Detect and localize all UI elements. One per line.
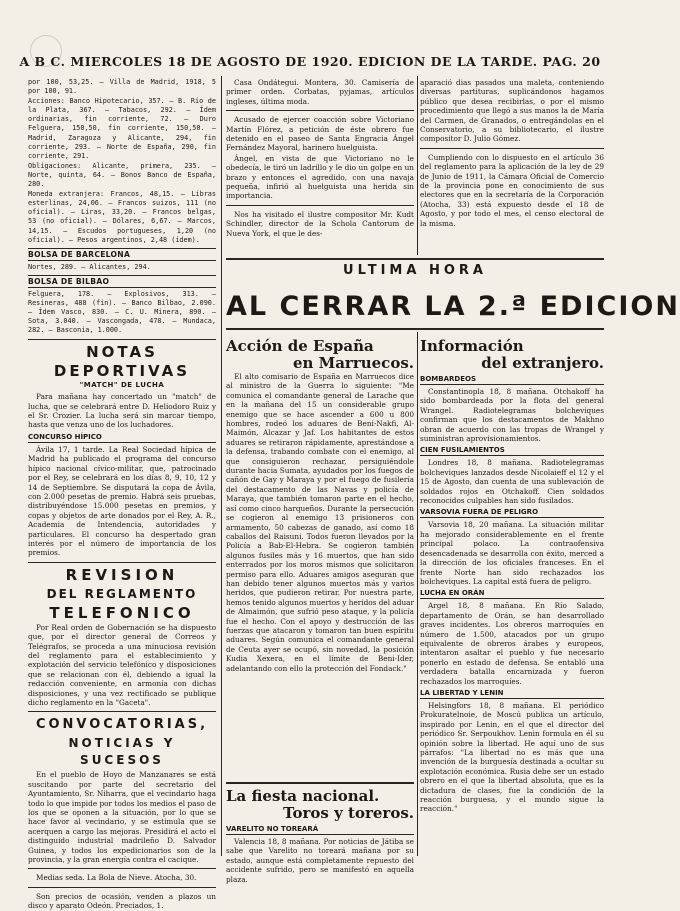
reglamento-title: DEL REGLAMENTO <box>46 586 198 601</box>
al-cerrar-title: AL CERRAR LA 2.ª EDICION <box>226 291 680 322</box>
band-rule <box>226 328 604 330</box>
column-rule <box>417 332 418 856</box>
camara-text: Cumpliendo con lo dispuesto en el artículo 36 del reglamento para la aplicación de la ley de 29 de Junio de 1911, la Cámara Oficial de Comercio de la provincia pone en conocimiento de sus electores que en la secretaría de la Corporación (Atocha, 33) está expuesto desde el 18 de Agosto, y por todo el mes, el censo electoral de la misma. <box>420 152 604 228</box>
fusilamientos-heading: CIEN FUSILAMIENTOS <box>420 446 604 456</box>
compositor-text: Nos ha visitado el ilustre compositor Mr. Kudt Schindler, director de la Schola Cantorum de Nueva York, el que le des- <box>226 209 414 238</box>
market-line: Nortes, 289. — Alicantes, 294. <box>28 262 151 271</box>
column-3-bottom <box>420 338 604 858</box>
divider <box>28 562 216 563</box>
noticias-title: NOTICIAS Y SUCESOS <box>68 736 176 768</box>
divider <box>420 148 604 149</box>
divider <box>226 205 414 206</box>
varelito-text: Valencia 18, 8 mañana. Por noticias de Játiba se sabe que Varelito no toreará mañana por su estado, aunque está completamente repuesto del accidente sufrido, pero se manifestó en aquella plaza. <box>226 837 414 884</box>
fiesta-title-line1: La fiesta nacional. <box>226 787 380 805</box>
varelito-heading: VARELITO NO TOREARÁ <box>226 825 414 835</box>
fiesta-title <box>226 788 414 822</box>
column-rule <box>221 76 222 856</box>
match-heading: "MATCH" DE LUCHA <box>79 381 165 390</box>
accion-title <box>226 338 414 372</box>
angel-text: Ángel, en vista de que Victoriano no le obedecía, le tiró un ladrillo y le dio un golpe en un brazo y entonces el agredido, con una navaja pequeña, infirió al huelguista una herida sin importancia. <box>226 153 414 201</box>
telefonico-title: TELEFONICO <box>49 603 195 622</box>
column-2-bottom <box>226 337 414 884</box>
lenin-text: Helsingfors 18, 8 mañana. El periódico Prokuratelnoie, de Moscú publica un artículo, inspirado por Lenin, en el que el director del periódico Sr. Serpoukhov. Lenin formula en él su opinión sobre la libertad. He aquí uno de sus párrafos: "La libertad no es más que una invención de la burguesía destinada a ocultar su explotación económica. Rusia debe ser un estado obrero en el que la libertad absoluta, que es la dictadura de clases, fue la condición de la reacción burguesa, y el mundo sigue la reacción." <box>420 700 604 814</box>
hipico-text: Ávila 17, 1 tarde. La Real Sociedad hípica de Madrid ha publicado el programa del concurso hípico nacional cívico-militar, que, patrocinado por el Rey, se celebrará en los días 8, 9, 10, 12 y 14 de Septiembre. Se disputará la copa de Ávila, con 2.000 pesetas de premio. Habrá seis pruebas, distribuyéndose 15.000 pesetas en premios, y copas y objetos de arte donados por el Rey, A. R., Academia de Intendencia, autoridades y particulares. El concurso ha despertado gran interés por el número de importancia de los premios. <box>28 444 216 558</box>
hipico-heading: CONCURSO HÍPICO <box>28 433 216 443</box>
accion-text: El alto comisario de España en Marruecos dice al ministro de la Guerra lo siguiente: "Me comunica el comandante general de Larache que en la mañana del 15 un considerable grupo enemigo que se hace ascender a 600 u 800 hombres, rodeó los aduares de Beni-Nakfi, Al-Maimón, Alcazar y Jaf. Los habitantes de estos aduares se retiraron rápidamente, aprestándose a la defensa, trabando combate con el enemigo, al que consiguieron rechazar, persiguiéndole durante hacia Sumata, ayudados por los fuegos de cañón de Gay y Maraya y por el fuego de fusilería del destacamento de las Navas y policía de Maraya, que también tomaron parte en el hecho, así como cinco harqueños. Durante la persecución se cogieron al enemigo 13 prisioneros con armamento, 50 cabezas de ganado, así como 18 caballos del Raisuni. Todos fueron llevados por la Policía a Bab-El-Hebra. Se cogieron también algunos fusiles más y 16 muertos, que han sido enterrados por los moros mismos que solicitaron permiso para ello. Aduares amigos aseguran que han debido tener algunos muertos más y varios heridos, que pudieron retirar. Por nuestra parte, hemos tenido algunos muertos y heridos del aduar de Almaimón, que sufrió peso ataque, y la policía fue el hecho. Con el apoyo y destrucción de las fuerzas que atacaron y tomaron tan buen espíritu aduares. Según comunica el comandante general de Ceuta ayer se ocupó, sin novedad, la posición Kudia Xexera, en el límite de Beni-Ider, adelantando con ello la protección del Fondack." <box>226 372 414 673</box>
divider <box>226 110 414 111</box>
info-title <box>420 338 604 372</box>
info-title-line2: del extranjero. <box>481 354 604 372</box>
accion-title-line2: en Marruecos. <box>292 354 414 372</box>
noticias-text: En el pueblo de Hoyo de Manzanares se está suscitando por parte del secretario del Ayuntamiento, Sr. Niharra, que el vecindario haga todo lo que impide por todos los medios el paso de los que se oponen a la situación, por lo que se hace favor al vecindario, y se estimula que se acerquen a cargo las mejoras. Presidirá el acto el distinguido industrial madrileño D. Salvador Guinea, y todos los expedicionarios son de la provincia, y la gran energía contra el cacique. <box>28 770 216 865</box>
info-title-line1: Información <box>420 337 524 355</box>
market-line: Moneda extranjera: Francos, 48,15. — Libras esterlinas, 24,06. — Francos suizos, 111 (no oficial). — Liras, 33,20. — Francos belgas, 53 (no oficial). — Dólares, 6,67. — Marcos, 14,15. — Escudos portugueses, 1,20 (no oficial). — Pesos argentinos, 2,48 (ídem). <box>28 190 216 244</box>
oran-text: Argel 18, 8 mañana. En Río Salado, departamento de Orán, se han desarrollado graves incidentes. Los obreros marroquíes en número de 1.500, atacados por un grupo equivalente de obreros árabes y europeos, intentaron asaltar el pueblo y fue necesario ponerlo en estado de defensa. Se entabló una verdadera batalla encarnizada y fueron rechazados los marroquíes. <box>420 601 604 686</box>
notas-title: NOTAS <box>86 343 158 362</box>
varsovia-text: Varsovia 18, 20 mañana. La situación militar ha mejorado considerablemente en el frente principal polaco. La contraofensiva desencadenada se desarrolla con éxito, merced a la dirección de los oficiales franceses. En el frente Norte han sido rechazados los bolcheviques. La capital está fuera de peligro. <box>420 520 604 586</box>
ondategui-ad: Casa Ondátegui. Montera, 30. Camisería de primer orden. Corbatas, pyjamas, artículos ingleses, última moda. <box>226 78 414 106</box>
divider <box>28 339 216 340</box>
column-3-top <box>420 78 604 254</box>
market-line: Felguera, 178. — Explosivos, 313. — Resineras, 488 (fin). — Banco Bilbao, 2.090. — Ídem Vasco, 830. — C. U. Minera, 890. — Sota, 3.040. — Vascongada, 478. — Mundaca, 282. — Basconia, 1.000. <box>28 289 216 335</box>
acusado-text: Acusado de ejercer coacción sobre Victoriano Martín Flórez, a petición de éste obrero fue detenido en el paseo de Santa Engracia Ángel Fernández Mayoral, harinero huelguista. <box>226 115 414 153</box>
market-line: Obligaciones: Alicante, primera, 235. — Norte, quinta, 64. — Bonos Banco de España, 280. <box>28 161 216 189</box>
maleta-text: aparació dias pasados una maleta, conteniendo diversas partituras, suplicándonos hagamos público que desea recibirlas, o por el mismo procedimiento que llegó a sus manos la de María del Carmen, de Granados, o entregándolas en el Conservatorio, a su bibliotecario, el ilustre compositor D. Julio Gómez. <box>420 78 604 144</box>
divider <box>28 711 216 712</box>
toros-title: Toros y toreros. <box>283 804 414 822</box>
market-line: por 100, 53,25. — Villa de Madrid, 1918, 5 por 100, 91. <box>28 78 216 96</box>
bombardeos-text: Constantinopla 18, 8 mañana. Otchakoff ha sido bombardeada por la flota del general Wrangel. Radiotelegramas bolcheviques confirman que los destacamentos de Makhno obran de acuerdo con las tropas de Wrangel y suministran aprovisionamientos. <box>420 387 604 444</box>
match-text: Para mañana hay concertado un "match" de lucha, que se celebrará entre D. Heliodoro Ruiz y el Sr. Crozier. La lucha será sin marcar tiempo, hasta que venza uno de los luchadores. <box>28 392 216 430</box>
divider <box>28 887 216 888</box>
page-header: A B C. MIERCOLES 18 DE AGOSTO DE 1920. EDICION DE LA TARDE. PAG. 20 <box>19 54 601 69</box>
fusilamientos-text: Londres 18, 8 mañana. Radiotelegramas bolcheviques lanzados desde Nicolaieff el 12 y el 15 de Agosto, dan cuenta de una sublevación de soldados rojos en Otchakoff. Cien soldados reconocidos culpables han sido fusilados. <box>420 458 604 506</box>
lenin-heading: LA LIBERTAD Y LENIN <box>420 689 604 699</box>
discos-ad: Son precios de ocasión, venden a plazos un disco y aparato Odeón. Preciados, 1. <box>28 891 216 911</box>
section-heading: BOLSA DE BILBAO <box>28 275 216 288</box>
varsovia-heading: VARSOVIA FUERA DE PELIGRO <box>420 508 604 518</box>
column-2-top <box>226 78 414 254</box>
divider <box>28 868 216 869</box>
divider <box>226 782 414 784</box>
column-rule <box>417 76 418 255</box>
oran-heading: LUCHA EN ORÁN <box>420 589 604 599</box>
deportivas-title: DEPORTIVAS <box>53 362 191 381</box>
accion-title-line1: Acción de España <box>226 337 374 355</box>
bombardeos-heading: BOMBARDEOS <box>420 375 604 385</box>
nieve-ad: Medias seda. La Bola de Nieve. Atocha, 30. <box>36 873 197 883</box>
ultima-hora-title: ULTIMA HORA <box>343 263 487 278</box>
revision-text: Por Real orden de Gobernación se ha dispuesto que, por el director general de Correos y Telégrafos, se proceda a una minuciosa revisión del reglamento para el establecimiento y explotación del servicio telefónico y disposiciones que se relacionan con él, debiendo a igual la redacción conveniente, en armonía con dichas disposiciones, y una vez rectificado se publique dicho reglamento en la "Gaceta". <box>28 622 216 707</box>
column-1 <box>28 78 216 911</box>
revision-title: REVISION <box>65 565 179 584</box>
convocatorias-title: CONVOCATORIAS, <box>35 717 209 733</box>
market-line: Acciones: Banco Hipotecario, 357. — B. Río de la Plata, 367. — Tabacos, 292. — Ídem ordinarias, fin corriente, 72. — Duro Felguera, 150,50, fin corriente, 150,50. — Madrid, Zaragoza y Alicante, 294, fin corriente, 293. — Norte de España, 290, fin corriente, 291. <box>28 97 216 160</box>
section-heading: BOLSA DE BARCELONA <box>28 248 216 261</box>
band-rule <box>226 258 604 260</box>
